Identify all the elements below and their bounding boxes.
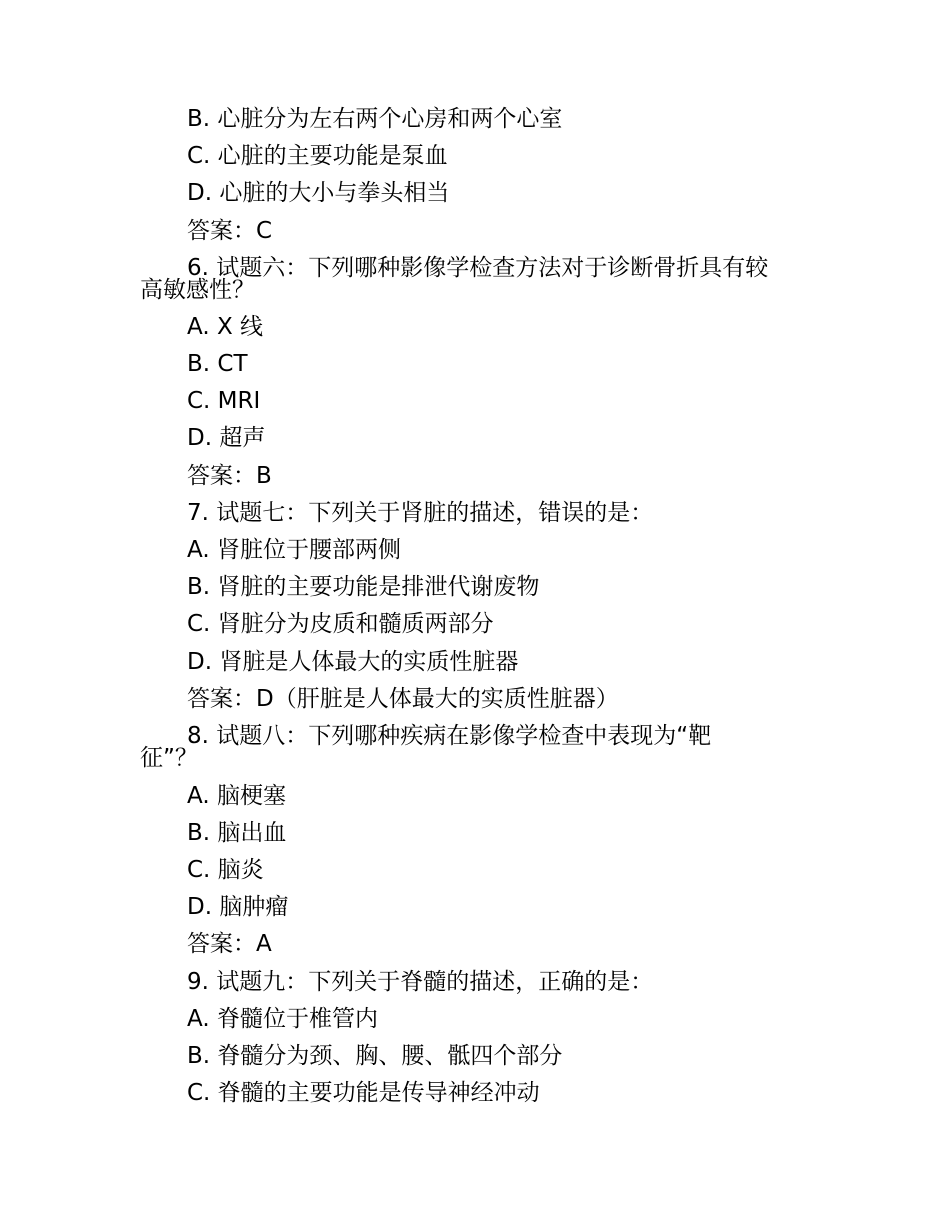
option-text: B. CT <box>187 351 248 377</box>
question-text: 9. 试题九：下列关于脊髓的描述，正确的是： <box>187 969 654 995</box>
option-text: C. MRI <box>187 388 261 414</box>
option-text: A. 脑梗塞 <box>187 783 286 809</box>
question-text: 7. 试题七：下列关于肾脏的描述，错误的是： <box>187 500 654 526</box>
option-text: C. 脑炎 <box>187 857 264 883</box>
question-text: 8. 试题八：下列哪种疾病在影像学检查中表现为“靶 <box>187 723 712 749</box>
option-text: D. 肾脏是人体最大的实质性脏器 <box>187 649 519 675</box>
option-text: C. 脊髓的主要功能是传导神经冲动 <box>187 1080 540 1106</box>
option-text: B. 脑出血 <box>187 820 287 846</box>
option-text: A. X 线 <box>187 314 264 340</box>
answer-text: 答案：D（肝脏是人体最大的实质性脏器） <box>187 686 619 712</box>
option-text: D. 心脏的大小与拳头相当 <box>187 180 450 206</box>
option-text: A. 肾脏位于腰部两侧 <box>187 537 401 563</box>
option-text: B. 脊髓分为颈、胸、腰、骶四个部分 <box>187 1043 563 1069</box>
option-text: C. 肾脏分为皮质和髓质两部分 <box>187 611 494 637</box>
answer-text: 答案：C <box>187 218 273 244</box>
option-text: B. 心脏分为左右两个心房和两个心室 <box>187 106 563 132</box>
option-text: B. 肾脏的主要功能是排泄代谢废物 <box>187 574 540 600</box>
answer-text: 答案：B <box>187 463 272 489</box>
question-text: 6. 试题六：下列哪种影像学检查方法对于诊断骨折具有较 <box>187 255 769 281</box>
option-text: D. 超声 <box>187 425 266 451</box>
question-text-continued: 征”？ <box>140 745 198 771</box>
answer-text: 答案：A <box>187 931 272 957</box>
option-text: D. 脑肿瘤 <box>187 894 289 920</box>
question-text-continued: 高敏感性？ <box>140 277 255 303</box>
option-text: C. 心脏的主要功能是泵血 <box>187 143 448 169</box>
option-text: A. 脊髓位于椎管内 <box>187 1006 378 1032</box>
